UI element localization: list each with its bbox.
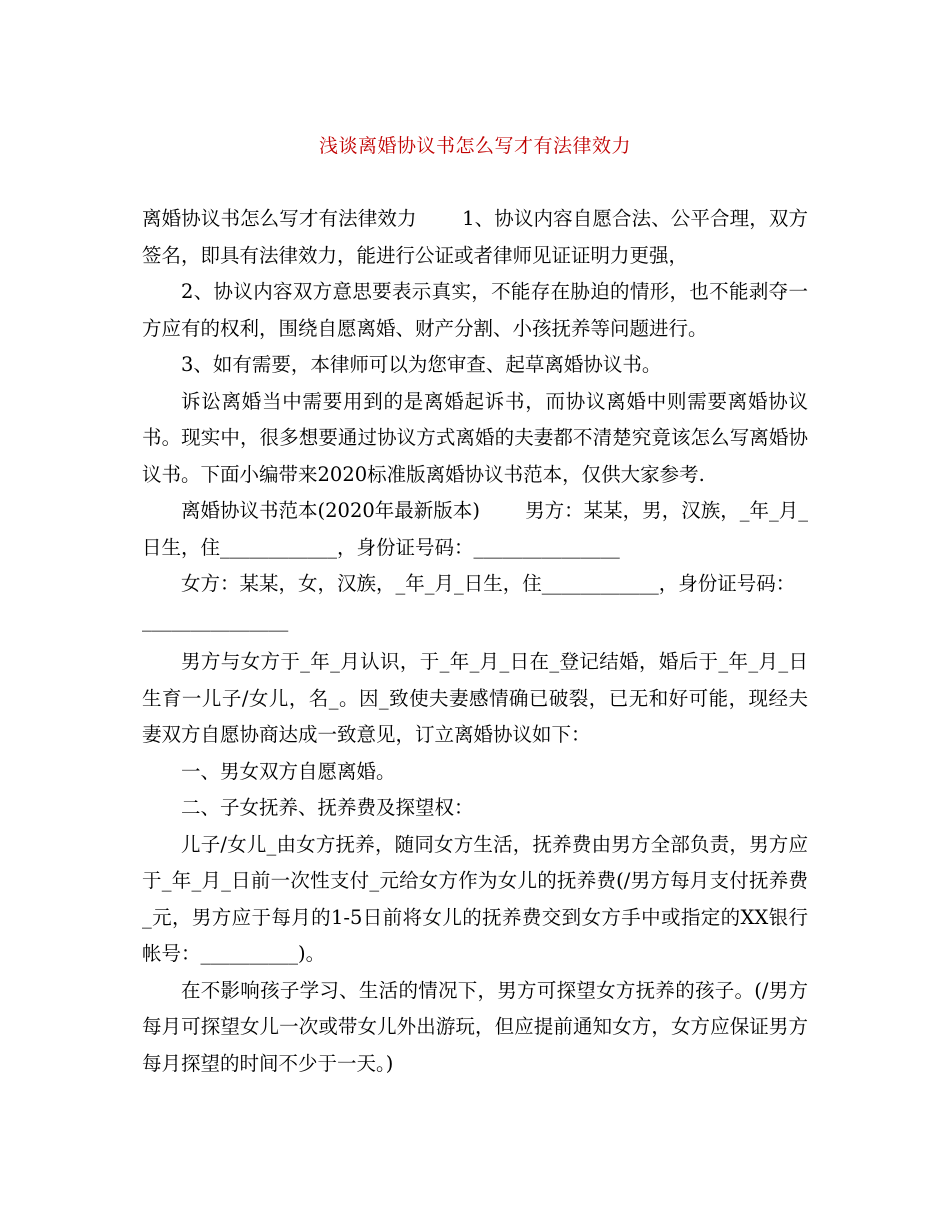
document-body	[142, 201, 808, 1082]
paragraph-template-husband: 离婚协议书范本(2020年最新版本) 男方：某某，男，汉族，_年_月_日生，住____________，身份证号码：_______________	[142, 499, 808, 559]
paragraph-background: 诉讼离婚当中需要用到的是离婚起诉书，而协议离婚中则需要离婚协议书。现实中，很多想要通过协议方式离婚的夫妻都不清楚究竟该怎么写离婚协议书。下面小编带来2020标准版离婚协议书范本，仅供大家参考.	[142, 389, 808, 486]
paragraph-template-wife: 女方：某某，女，汉族，_年_月_日生，住____________，身份证号码：	[181, 572, 796, 595]
paragraph-marriage-facts: 男方与女方于_年_月认识，于_年_月_日在_登记结婚，婚后于_年_月_日生育一儿子/女儿，名_。因_致使夫妻感情确已破裂，已无和好可能，现经夫妻双方自愿协商达成一致意见，订立离婚协议如下：	[142, 650, 808, 746]
paragraph-intro: 离婚协议书怎么写才有法律效力 1、协议内容自愿合法、公平合理，双方签名，即具有法律效力，能进行公证或者律师见证证明力更强，	[142, 207, 808, 267]
paragraph-point-2: 2、协议内容双方意思要表示真实，不能存在胁迫的情形，也不能剥夺一方应有的权利，围绕自愿离婚、财产分割、小孩抚养等问题进行。	[142, 280, 808, 340]
wife-id-number-blank: _______________	[142, 608, 289, 632]
clause-2-heading: 二、子女抚养、抚养费及探望权：	[181, 796, 474, 819]
clause-2-custody: 儿子/女儿_由女方抚养，随同女方生活，抚养费由男方全部负责，男方应于_年_月_日前一次性支付_元给女方作为女儿的抚养费(/男方每月支付抚养费_元，男方应于每月的1-5日前将女儿的抚养费交到女方手中或指定的XX银行帐号：__________)。	[142, 832, 808, 965]
clause-1-divorce: 一、男女双方自愿离婚。	[181, 759, 396, 783]
clause-2-visitation: 在不影响孩子学习、生活的情况下，男方可探望女方抚养的孩子。(/男方每月可探望女儿一次或带女儿外出游玩，但应提前通知女方，女方应保证男方每月探望的时间不少于一天。)	[142, 978, 808, 1075]
paragraph-point-3: 3、如有需要，本律师可以为您审查、起草离婚协议书。	[181, 353, 662, 376]
document-title: 浅谈离婚协议书怎么写才有法律效力	[318, 135, 631, 157]
